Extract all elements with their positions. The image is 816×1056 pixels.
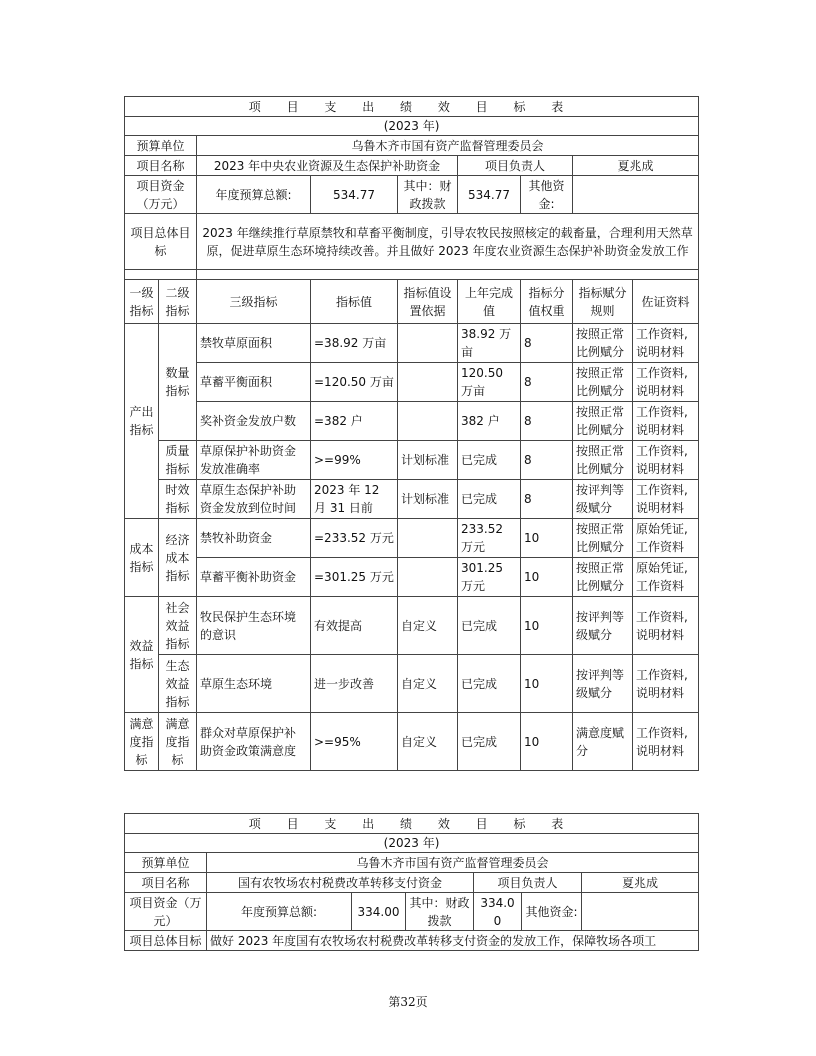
indicator-basis: 计划标准	[398, 441, 458, 480]
level2-quantity: 数量指标	[159, 324, 197, 441]
indicator-value: =38.92 万亩	[311, 324, 398, 363]
level2-econ-cost: 经济成本指标	[159, 519, 197, 597]
indicator-evidence: 工作资料,说明材料	[633, 713, 699, 771]
indicator-rule: 按照正常比例赋分	[573, 402, 633, 441]
header-prev: 上年完成值	[458, 280, 521, 324]
indicator-weight: 10	[521, 655, 573, 713]
fiscal-value: 534.77	[458, 176, 521, 214]
table-row	[125, 597, 699, 655]
indicator-weight: 8	[521, 363, 573, 402]
level2-satisfaction: 满意度指标	[159, 713, 197, 771]
indicator-value: >=95%	[311, 713, 398, 771]
annual-total-value: 534.77	[311, 176, 398, 214]
table-row	[125, 363, 699, 402]
header-level2: 二级指标	[159, 280, 197, 324]
indicator-prev: 301.25 万元	[458, 558, 521, 597]
funds-label: 项目资金（万元）	[125, 893, 207, 931]
table-title: 项 目 支 出 绩 效 目 标 表	[125, 97, 699, 117]
funds-label: 项目资金（万元）	[125, 176, 197, 214]
indicator-evidence: 工作资料,说明材料	[633, 402, 699, 441]
indicator-evidence: 工作资料,说明材料	[633, 655, 699, 713]
indicator-rule: 按照正常比例赋分	[573, 363, 633, 402]
header-rule: 指标赋分规则	[573, 280, 633, 324]
fiscal-label: 其中：财政拨款	[398, 176, 458, 214]
indicator-prev: 38.92 万亩	[458, 324, 521, 363]
indicator-prev: 已完成	[458, 713, 521, 771]
goal-label: 项目总体目标	[125, 931, 207, 951]
indicator-evidence: 原始凭证,工作资料	[633, 558, 699, 597]
indicator-prev: 已完成	[458, 597, 521, 655]
level2-social: 社会效益指标	[159, 597, 197, 655]
indicator-basis: 计划标准	[398, 480, 458, 519]
table-row	[125, 655, 699, 713]
indicator-weight: 10	[521, 713, 573, 771]
level2-timeliness: 时效指标	[159, 480, 197, 519]
table-year: (2023 年)	[125, 117, 699, 136]
indicator-evidence: 原始凭证,工作资料	[633, 519, 699, 558]
indicator-weight: 10	[521, 519, 573, 558]
spacer-cell	[197, 270, 699, 280]
project-name-label: 项目名称	[125, 873, 207, 893]
indicator-name: 牧民保护生态环境的意识	[197, 597, 311, 655]
indicator-weight: 10	[521, 558, 573, 597]
indicator-value: 有效提高	[311, 597, 398, 655]
indicator-prev: 已完成	[458, 655, 521, 713]
level1-cost: 成本指标	[125, 519, 159, 597]
indicator-weight: 10	[521, 597, 573, 655]
performance-table-1	[124, 96, 699, 771]
header-level1: 一级指标	[125, 280, 159, 324]
indicator-name: 草蓄平衡补助资金	[197, 558, 311, 597]
indicator-value: >=99%	[311, 441, 398, 480]
indicator-prev: 120.50 万亩	[458, 363, 521, 402]
indicator-weight: 8	[521, 324, 573, 363]
indicator-value: =382 户	[311, 402, 398, 441]
goal-label: 项目总体目标	[125, 214, 197, 270]
project-name-value: 国有农牧场农村税费改革转移支付资金	[207, 873, 474, 893]
level1-output: 产出指标	[125, 324, 159, 519]
indicator-evidence: 工作资料,说明材料	[633, 480, 699, 519]
indicator-basis	[398, 363, 458, 402]
indicator-rule: 满意度赋分	[573, 713, 633, 771]
indicator-name: 禁牧补助资金	[197, 519, 311, 558]
indicator-basis	[398, 519, 458, 558]
indicator-name: 草原生态环境	[197, 655, 311, 713]
table-row	[125, 558, 699, 597]
header-weight: 指标分值权重	[521, 280, 573, 324]
leader-value: 夏兆成	[582, 873, 699, 893]
indicator-prev: 233.52 万元	[458, 519, 521, 558]
indicator-value: =120.50 万亩	[311, 363, 398, 402]
indicator-weight: 8	[521, 402, 573, 441]
indicator-rule: 按照正常比例赋分	[573, 558, 633, 597]
indicator-name: 禁牧草原面积	[197, 324, 311, 363]
indicator-rule: 按评判等级赋分	[573, 480, 633, 519]
annual-total-value: 334.00	[352, 893, 406, 931]
indicator-value: =301.25 万元	[311, 558, 398, 597]
indicator-rule: 按评判等级赋分	[573, 655, 633, 713]
table-row	[125, 441, 699, 480]
indicator-rule: 按评判等级赋分	[573, 597, 633, 655]
indicator-evidence: 工作资料,说明材料	[633, 597, 699, 655]
goal-value: 2023 年继续推行草原禁牧和草畜平衡制度，引导农牧民按照核定的载畜量，合理利用天然草原，促进草原生态环境持续改善。并且做好 2023 年度农业资源生态保护补助资金发放工作	[197, 214, 699, 270]
indicator-weight: 8	[521, 480, 573, 519]
leader-label: 项目负责人	[474, 873, 582, 893]
indicator-prev: 382 户	[458, 402, 521, 441]
indicator-basis	[398, 324, 458, 363]
indicator-name: 奖补资金发放户数	[197, 402, 311, 441]
indicator-basis	[398, 558, 458, 597]
indicator-weight: 8	[521, 441, 573, 480]
budget-unit-value: 乌鲁木齐市国有资产监督管理委员会	[197, 136, 699, 156]
level1-benefit: 效益指标	[125, 597, 159, 713]
indicator-name: 草原保护补助资金发放准确率	[197, 441, 311, 480]
budget-unit-label: 预算单位	[125, 136, 197, 156]
header-basis: 指标值设置依据	[398, 280, 458, 324]
indicator-prev: 已完成	[458, 441, 521, 480]
budget-unit-value: 乌鲁木齐市国有资产监督管理委员会	[207, 853, 699, 873]
indicator-basis: 自定义	[398, 713, 458, 771]
table-row	[125, 519, 699, 558]
leader-value: 夏兆成	[573, 156, 699, 176]
header-level3: 三级指标	[197, 280, 311, 324]
indicator-value: 进一步改善	[311, 655, 398, 713]
indicator-name: 群众对草原保护补助资金政策满意度	[197, 713, 311, 771]
indicator-name: 草原生态保护补助资金发放到位时间	[197, 480, 311, 519]
table-year: (2023 年)	[125, 834, 699, 853]
table-row	[125, 324, 699, 363]
table-row	[125, 402, 699, 441]
budget-unit-label: 预算单位	[125, 853, 207, 873]
table-row	[125, 480, 699, 519]
annual-total-label: 年度预算总额:	[197, 176, 311, 214]
indicator-evidence: 工作资料,说明材料	[633, 441, 699, 480]
indicator-rule: 按照正常比例赋分	[573, 441, 633, 480]
level2-quality: 质量指标	[159, 441, 197, 480]
indicator-evidence: 工作资料,说明材料	[633, 324, 699, 363]
indicator-prev: 已完成	[458, 480, 521, 519]
other-funds-value	[573, 176, 699, 214]
table-row	[125, 713, 699, 771]
other-funds-label: 其他资金:	[521, 176, 573, 214]
project-name-label: 项目名称	[125, 156, 197, 176]
header-value: 指标值	[311, 280, 398, 324]
spacer-cell	[125, 270, 197, 280]
annual-total-label: 年度预算总额:	[207, 893, 352, 931]
goal-value: 做好 2023 年度国有农牧场农村税费改革转移支付资金的发放工作，保障牧场各项工	[207, 931, 699, 951]
indicator-evidence: 工作资料,说明材料	[633, 363, 699, 402]
header-evidence: 佐证资料	[633, 280, 699, 324]
leader-label: 项目负责人	[458, 156, 573, 176]
table-title: 项 目 支 出 绩 效 目 标 表	[125, 814, 699, 834]
indicator-name: 草蓄平衡面积	[197, 363, 311, 402]
page-number: 第32页	[388, 995, 428, 1009]
project-name-value: 2023 年中央农业资源及生态保护补助资金	[197, 156, 458, 176]
performance-table-2	[124, 813, 699, 951]
indicator-basis: 自定义	[398, 655, 458, 713]
level1-satisfaction: 满意度指标	[125, 713, 159, 771]
level2-eco: 生态效益指标	[159, 655, 197, 713]
indicator-rule: 按照正常比例赋分	[573, 324, 633, 363]
indicator-value: =233.52 万元	[311, 519, 398, 558]
other-funds-value	[582, 893, 699, 931]
fiscal-label: 其中：财政拨款	[406, 893, 474, 931]
indicator-value: 2023 年 12 月 31 日前	[311, 480, 398, 519]
indicator-basis: 自定义	[398, 597, 458, 655]
fiscal-value: 334.00	[474, 893, 522, 931]
other-funds-label: 其他资金:	[522, 893, 582, 931]
indicator-basis	[398, 402, 458, 441]
indicator-rule: 按照正常比例赋分	[573, 519, 633, 558]
